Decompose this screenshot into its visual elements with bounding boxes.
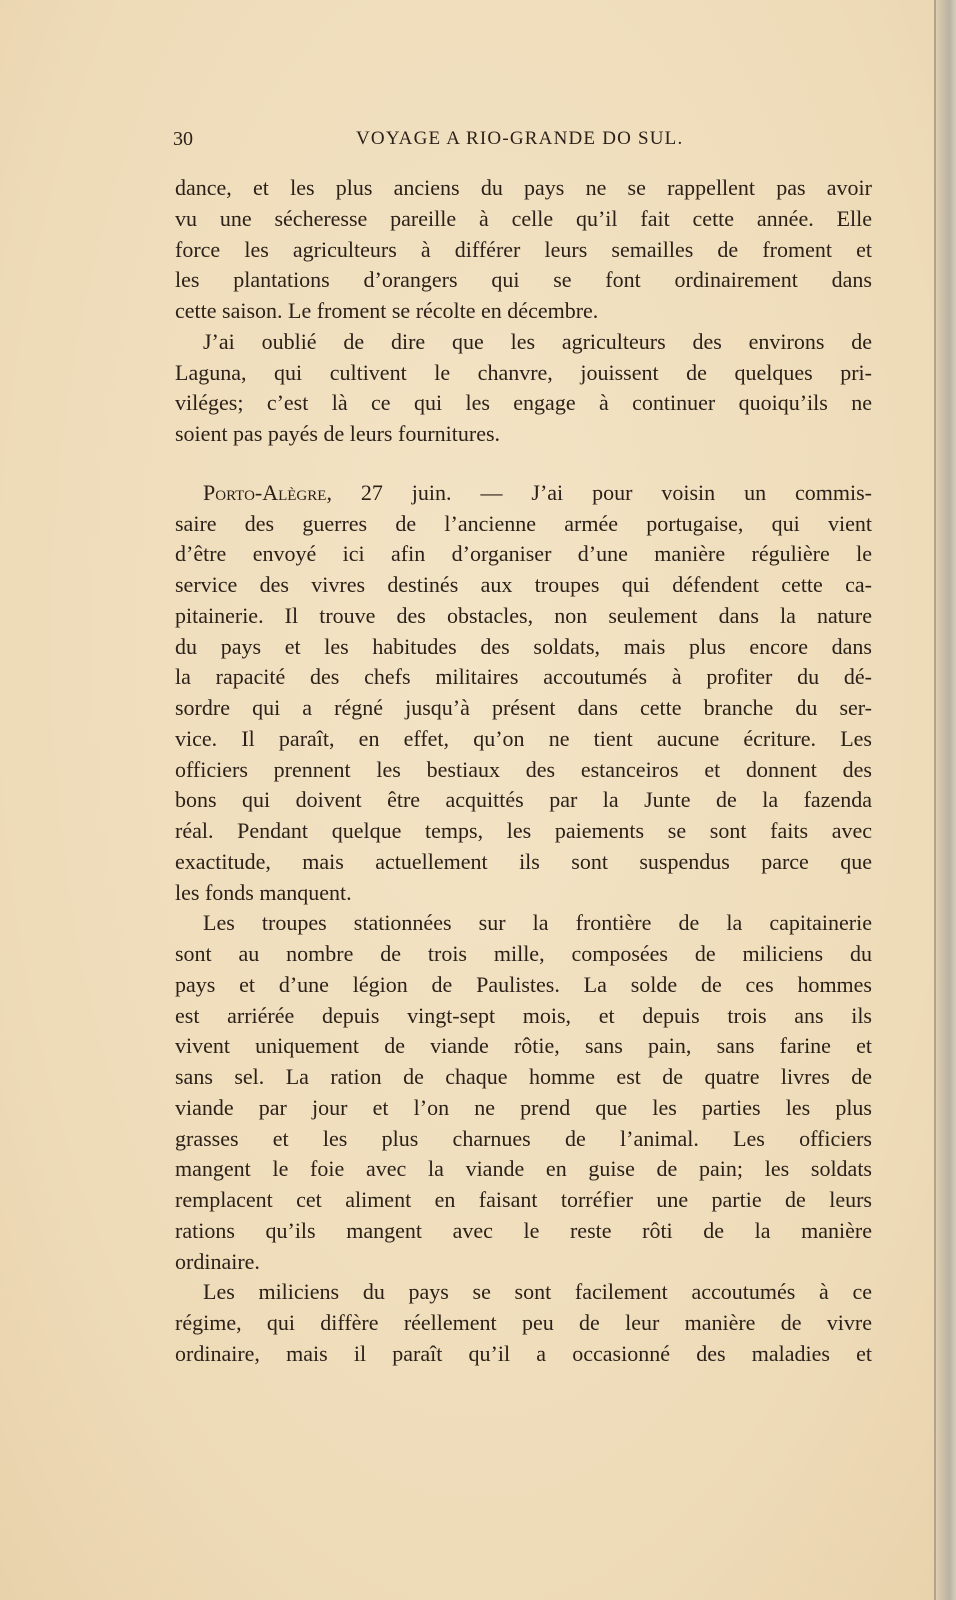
text-line: les plantations d’orangers qui se font ordinairement dans xyxy=(175,267,872,293)
text-line: du pays et les habitudes des soldats, mais plus encore dans xyxy=(175,633,872,659)
text-line: service des vivres destinés aux troupes qui défendent cette ca- xyxy=(175,572,872,597)
text-line: Laguna, qui cultivent le chanvre, jouissent de quelques pri- xyxy=(175,359,872,385)
text-line: sordre qui a régné jusqu’à présent dans cette branche du ser- xyxy=(175,695,872,720)
page-edge-line xyxy=(934,0,936,1600)
page-edge xyxy=(934,0,956,1600)
text-line: ordinaire. xyxy=(175,1248,260,1274)
text-line: exactitude, mais actuellement ils sont suspendus parce que xyxy=(175,848,872,874)
text-line: remplacent cet aliment en faisant torréfier une partie de leurs xyxy=(175,1187,872,1212)
text-line: ordinaire, mais il paraît qu’il a occasionné des maladies et xyxy=(175,1340,872,1366)
text-line: rations qu’ils mangent avec le reste rôti de la manière xyxy=(175,1217,872,1243)
text-line: mangent le foie avec la viande en guise de pain; les soldats xyxy=(175,1156,872,1182)
text-line: force les agriculteurs à différer leurs semailles de froment et xyxy=(175,236,872,262)
text-line: officiers prennent les bestiaux des estanceiros et donnent des xyxy=(175,756,872,782)
text-line: bons qui doivent être acquittés par la Junte de la fazenda xyxy=(175,787,872,813)
text-line: la rapacité des chefs militaires accoutumés à profiter du dé- xyxy=(175,664,872,690)
text-line: pitainerie. Il trouve des obstacles, non seulement dans la nature xyxy=(175,602,872,628)
text-line: est arriérée depuis vingt-sept mois, et depuis trois ans ils xyxy=(175,1002,872,1028)
line-text: , 27 juin. — J’ai pour voisin un commis- xyxy=(326,479,872,505)
text-line: dance, et les plus anciens du pays ne se rappellent pas avoir xyxy=(175,175,872,200)
text-line: viande par jour et l’on ne prend que les parties les plus xyxy=(175,1094,872,1120)
text-line: Les miliciens du pays se sont facilement accoutumés à ce xyxy=(203,1279,872,1305)
text-line: saire des guerres de l’ancienne armée portugaise, qui vient xyxy=(175,510,872,536)
dateline-place: Porto-Alègre xyxy=(203,479,327,505)
text-line: sont au nombre de trois mille, composées de miliciens du xyxy=(175,941,872,966)
text-line: vice. Il paraît, en effet, qu’on ne tient aucune écriture. Les xyxy=(175,725,872,751)
text-line: les fonds manquent. xyxy=(175,879,352,905)
text-line xyxy=(175,478,872,508)
running-title: VOYAGE A RIO-GRANDE DO SUL. xyxy=(356,128,684,149)
page-number: 30 xyxy=(173,128,193,150)
text-line: d’être envoyé ici afin d’organiser d’une manière régulière le xyxy=(175,541,872,567)
text-line: grasses et les plus charnues de l’animal. Les officiers xyxy=(175,1125,872,1151)
text-line: soient pas payés de leurs fournitures. xyxy=(175,421,501,446)
text-line: cette saison. Le froment se récolte en décembre. xyxy=(175,298,599,323)
text-line: réal. Pendant quelque temps, les paiements se sont faits avec xyxy=(175,818,872,843)
text-line: J’ai oublié de dire que les agriculteurs des environs de xyxy=(203,328,872,354)
text-line: vu une sécheresse pareille à celle qu’il fait cette année. Elle xyxy=(175,205,872,231)
text-line: Les troupes stationnées sur la frontière de la capitainerie xyxy=(203,910,872,936)
text-line: régime, qui diffère réellement peu de leur manière de vivre xyxy=(175,1310,872,1335)
text-line: vivent uniquement de viande rôtie, sans pain, sans farine et xyxy=(175,1033,872,1059)
text-line: viléges; c’est là ce qui les engage à continuer quoiqu’ils ne xyxy=(175,390,872,416)
text-line: pays et d’une légion de Paulistes. La solde de ces hommes xyxy=(175,971,872,997)
text-line: sans sel. La ration de chaque homme est de quatre livres de xyxy=(175,1064,872,1089)
